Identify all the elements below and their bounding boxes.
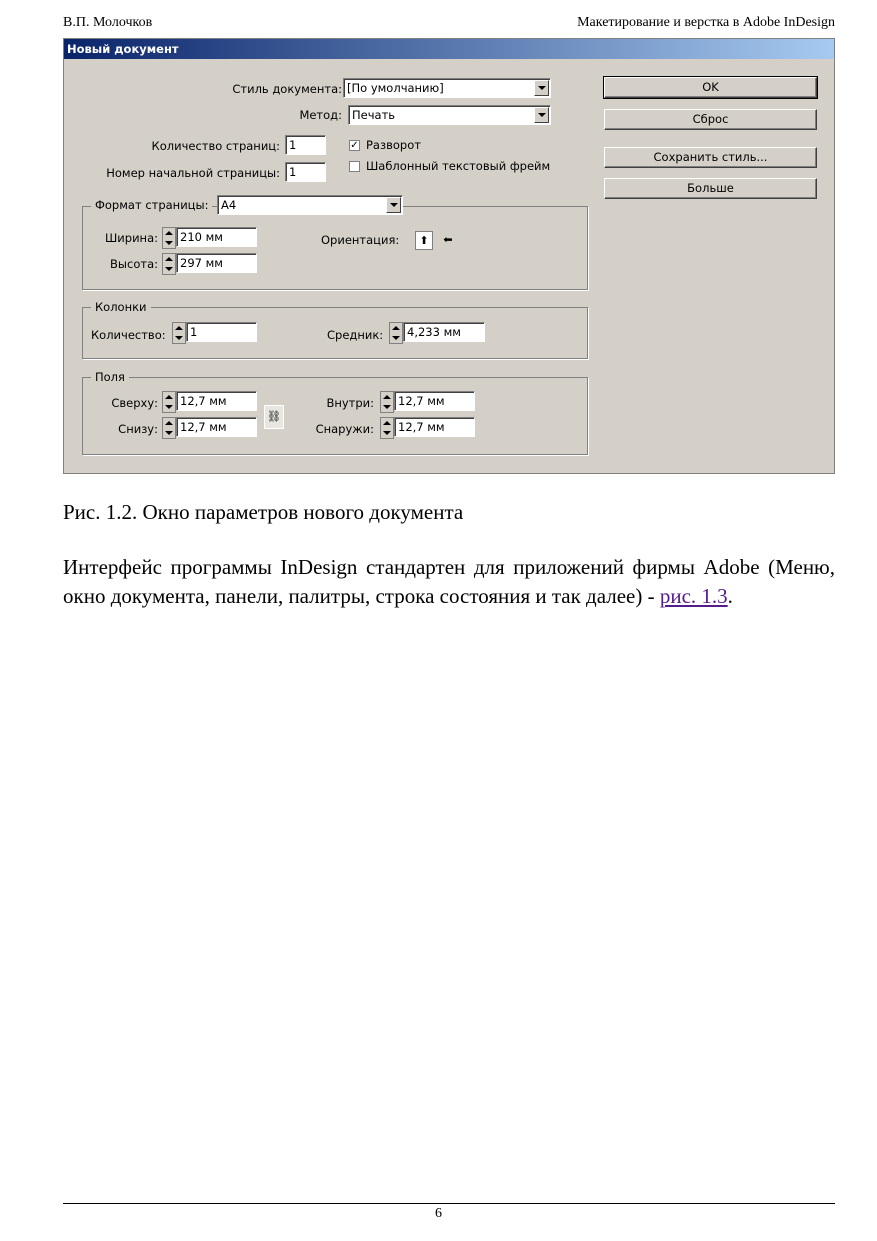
portrait-orientation-icon[interactable]: ⬆ xyxy=(415,231,433,250)
save-style-button[interactable]: Сохранить стиль... xyxy=(604,147,817,168)
master-frame-label: Шаблонный текстовый фрейм xyxy=(366,159,551,173)
footer-divider xyxy=(63,1203,835,1204)
method-label: Метод: xyxy=(299,108,342,122)
method-value: Печать xyxy=(352,108,396,122)
height-stepper[interactable] xyxy=(162,253,176,275)
columns-legend: Колонки xyxy=(91,299,151,315)
gutter-stepper[interactable] xyxy=(389,322,403,344)
doc-style-label: Стиль документа: xyxy=(232,82,342,96)
doc-style-select[interactable] xyxy=(343,78,551,98)
inside-margin-label: Внутри: xyxy=(326,396,374,410)
more-button[interactable]: Больше xyxy=(604,178,817,199)
bottom-margin-stepper[interactable] xyxy=(162,417,176,439)
top-margin-input[interactable]: 12,7 мм xyxy=(176,391,257,411)
new-document-dialog xyxy=(63,38,835,474)
pages-label: Количество страниц: xyxy=(151,139,280,153)
bottom-margin-label: Снизу: xyxy=(118,422,158,436)
height-label: Высота: xyxy=(110,257,158,271)
paragraph-text: Интерфейс программы InDesign стандартен для приложений фирмы Adobe (Меню, окно документа, панели, палитры, строка состояния и так далее) - xyxy=(63,555,835,608)
page-size-value: A4 xyxy=(221,198,237,212)
page-number: 6 xyxy=(435,1206,442,1221)
pages-input[interactable]: 1 xyxy=(285,135,326,155)
margins-legend: Поля xyxy=(91,369,129,385)
columns-count-stepper[interactable] xyxy=(172,322,186,344)
body-paragraph xyxy=(63,553,835,611)
page-size-select[interactable] xyxy=(217,195,403,215)
margins-group xyxy=(82,370,588,455)
width-stepper[interactable] xyxy=(162,227,176,249)
figure-link[interactable]: рис. 1.3 xyxy=(659,584,728,608)
height-input[interactable]: 297 мм xyxy=(176,253,257,273)
width-label: Ширина: xyxy=(105,231,158,245)
start-page-label: Номер начальной страницы: xyxy=(106,166,280,180)
gutter-label: Средник: xyxy=(327,328,384,342)
facing-pages-checkbox[interactable]: ✓ xyxy=(350,140,359,151)
header-book-title: Макетирование и верстка в Adobe InDesign xyxy=(577,15,835,30)
landscape-orientation-icon[interactable]: ⬅ xyxy=(443,233,453,246)
outside-margin-stepper[interactable] xyxy=(380,417,394,439)
columns-count-input[interactable]: 1 xyxy=(186,322,257,342)
paragraph-end: . xyxy=(727,584,733,608)
dialog-title: Новый документ xyxy=(64,39,834,59)
top-margin-label: Сверху: xyxy=(111,396,158,410)
orientation-label: Ориентация: xyxy=(321,233,400,247)
master-frame-checkbox[interactable] xyxy=(349,161,360,172)
chevron-down-icon[interactable] xyxy=(534,80,549,96)
width-input[interactable]: 210 мм xyxy=(176,227,257,247)
method-select[interactable] xyxy=(348,105,551,125)
gutter-input[interactable]: 4,233 мм xyxy=(403,322,485,342)
ok-button[interactable]: OK xyxy=(604,77,817,98)
link-margins-icon[interactable]: ⛓ xyxy=(264,405,284,429)
inside-margin-input[interactable]: 12,7 мм xyxy=(394,391,475,411)
outside-margin-input[interactable]: 12,7 мм xyxy=(394,417,475,437)
chevron-down-icon[interactable] xyxy=(534,107,549,123)
columns-count-label: Количество: xyxy=(91,328,166,342)
chevron-down-icon[interactable] xyxy=(386,197,401,213)
inside-margin-stepper[interactable] xyxy=(380,391,394,413)
facing-pages-label: Разворот xyxy=(366,138,421,152)
doc-style-value: [По умолчанию] xyxy=(347,81,444,95)
reset-button[interactable]: Сброс xyxy=(604,109,817,130)
header-author: В.П. Молочков xyxy=(63,15,153,30)
start-page-input[interactable]: 1 xyxy=(285,162,326,182)
page-size-label: Формат страницы: xyxy=(91,197,212,213)
bottom-margin-input[interactable]: 12,7 мм xyxy=(176,417,257,437)
top-margin-stepper[interactable] xyxy=(162,391,176,413)
figure-caption: Рис. 1.2. Окно параметров нового документа xyxy=(63,500,464,524)
outside-margin-label: Снаружи: xyxy=(315,422,374,436)
